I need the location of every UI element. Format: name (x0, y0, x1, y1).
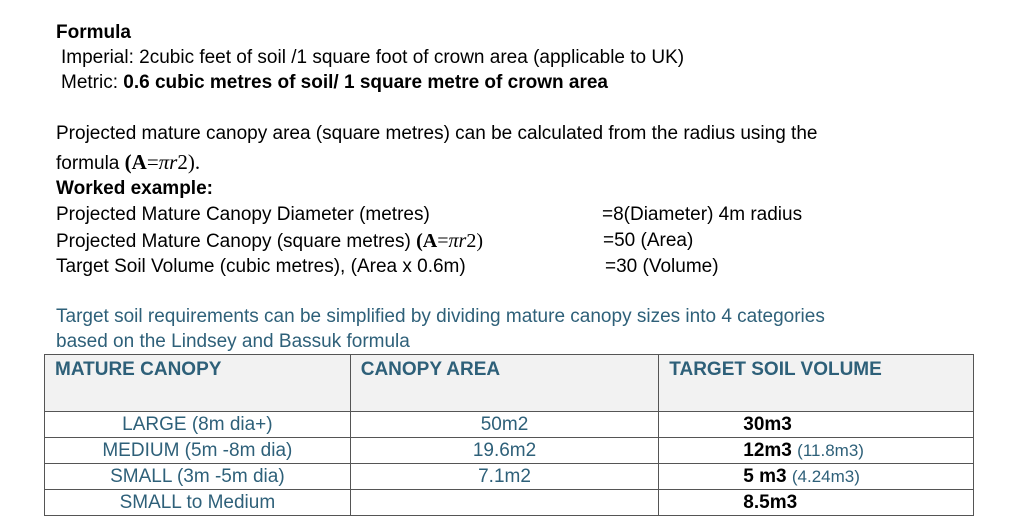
cell-volume: 12m3 (11.8m3) (659, 438, 974, 464)
worked-row-2-value: =50 (Area) (603, 230, 694, 251)
metric-line (61, 72, 608, 94)
cell-volume: 8.5m3 (659, 490, 974, 516)
cell-area: 7.1m2 (350, 464, 659, 490)
imperial-text: 2cubic feet of soil /1 square foot of crown area (applicable to UK) (139, 47, 685, 68)
worked-row-3-value: =30 (Volume) (605, 256, 719, 277)
imperial-line (61, 47, 684, 69)
metric-text: 0.6 cubic metres of soil/ 1 square metre of crown area (123, 72, 608, 93)
worked-row-2-label: Projected Mature Canopy (square metres) (A=πr2) (56, 230, 483, 252)
table-row (45, 464, 974, 490)
worked-row-1-label: Projected Mature Canopy Diameter (metres) (56, 204, 430, 225)
worked-row-3-label: Target Soil Volume (cubic metres), (Area x 0.6m) (56, 256, 466, 277)
cell-area (350, 490, 659, 516)
table-row (45, 438, 974, 464)
soil-volume-table (44, 354, 974, 516)
cell-canopy: LARGE (8m dia+) (45, 412, 351, 438)
table-header-row (45, 355, 974, 412)
cell-volume: 30m3 (659, 412, 974, 438)
metric-label: Metric: (61, 72, 118, 93)
cell-volume: 5 m3 (4.24m3) (659, 464, 974, 490)
projection-line-2 (56, 151, 200, 175)
header-canopy-area: CANOPY AREA (350, 355, 659, 412)
worked-row-1-value: =8(Diameter) 4m radius (602, 204, 803, 225)
cell-area: 50m2 (350, 412, 659, 438)
projection-formula-prefix: formula (56, 153, 120, 174)
projection-line-1: Projected mature canopy area (square metres) can be calculated from the radius using the (56, 123, 818, 144)
imperial-label: Imperial: (61, 47, 134, 68)
target-note-line-1: Target soil requirements can be simplified by dividing mature canopy sizes into 4 categories (56, 306, 825, 327)
header-target-soil-volume: TARGET SOIL VOLUME (659, 355, 974, 412)
header-mature-canopy: MATURE CANOPY (45, 355, 351, 412)
table-row (45, 412, 974, 438)
target-note-line-2: based on the Lindsey and Bassuk formula (56, 331, 410, 352)
table-row (45, 490, 974, 516)
cell-canopy: MEDIUM (5m -8m dia) (45, 438, 351, 464)
worked-example-heading: Worked example: (56, 178, 213, 199)
projection-formula: (A=πr2). (124, 150, 201, 174)
formula-heading: Formula (56, 22, 131, 43)
worked-row-2-formula: (A=πr2) (416, 230, 483, 252)
cell-canopy: SMALL (3m -5m dia) (45, 464, 351, 490)
cell-area: 19.6m2 (350, 438, 659, 464)
cell-canopy: SMALL to Medium (45, 490, 351, 516)
